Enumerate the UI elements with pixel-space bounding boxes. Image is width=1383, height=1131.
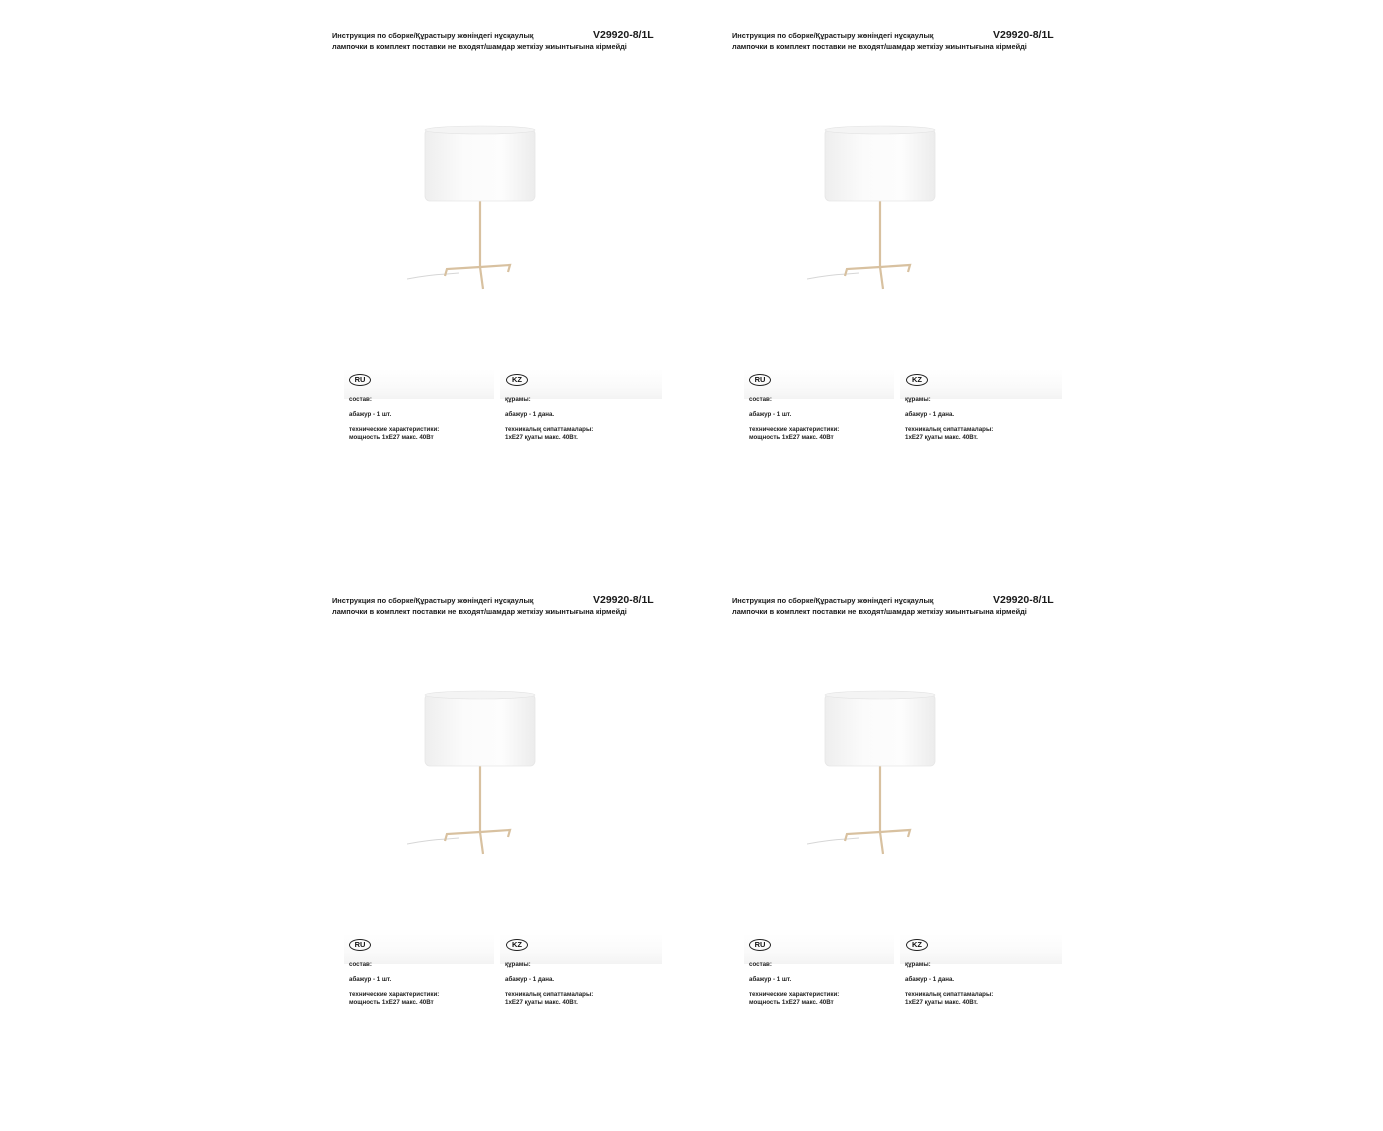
kz-language-badge: KZ: [506, 374, 528, 386]
ru-composition-label: состав:: [749, 961, 772, 968]
kz-language-badge: KZ: [506, 939, 528, 951]
ru-composition-value: абажур - 1 шт.: [749, 976, 792, 983]
ru-composition-value: абажур - 1 шт.: [349, 411, 392, 418]
model-number: V29920-8/1L: [593, 594, 654, 606]
ru-language-badge: RU: [749, 939, 771, 951]
bulb-notice: лампочки в комплект поставки не входят/шамдар жеткізу жиынтығына кірмейді: [332, 607, 627, 616]
kz-composition-value: абажур - 1 дана.: [505, 411, 555, 418]
ru-specs-value: мощность 1xE27 макс. 40Вт: [749, 433, 834, 441]
kz-composition-label: құрамы:: [505, 961, 531, 968]
lamp-product-image: [807, 111, 947, 301]
kz-specs-label: техникалық сипаттамалары:: [505, 426, 594, 433]
kz-composition-value: абажур - 1 дана.: [905, 411, 955, 418]
ru-specs-value: мощность 1xE27 макс. 40Вт: [749, 998, 834, 1006]
instruction-sheet: [732, 31, 1072, 501]
ru-composition-label: состав:: [349, 396, 372, 403]
instruction-title: Инструкция по сборке/Құрастыру жөніндегі нұсқаулық: [332, 596, 534, 605]
kz-specs-value: 1xE27 қуаты макс. 40Вт.: [505, 433, 578, 441]
ru-composition-label: состав:: [749, 396, 772, 403]
ru-specs-label: технические характеристики:: [749, 426, 840, 433]
instruction-title: Инструкция по сборке/Құрастыру жөніндегі нұсқаулық: [732, 596, 934, 605]
model-number: V29920-8/1L: [593, 29, 654, 41]
kz-composition-value: абажур - 1 дана.: [905, 976, 955, 983]
ru-specs-label: технические характеристики:: [349, 426, 440, 433]
ru-language-badge: RU: [349, 939, 371, 951]
instruction-sheet: [332, 596, 672, 1066]
ru-specs-label: технические характеристики:: [349, 991, 440, 998]
bulb-notice: лампочки в комплект поставки не входят/шамдар жеткізу жиынтығына кірмейді: [732, 42, 1027, 51]
instruction-sheet: [732, 596, 1072, 1066]
kz-specs-label: техникалық сипаттамалары:: [505, 991, 594, 998]
kz-composition-label: құрамы:: [505, 396, 531, 403]
kz-language-badge: KZ: [906, 939, 928, 951]
ru-composition-value: абажур - 1 шт.: [349, 976, 392, 983]
ru-specs-value: мощность 1xE27 макс. 40Вт: [349, 998, 434, 1006]
kz-language-badge: KZ: [906, 374, 928, 386]
instruction-title: Инструкция по сборке/Құрастыру жөніндегі нұсқаулық: [732, 31, 934, 40]
ru-language-badge: RU: [749, 374, 771, 386]
bulb-notice: лампочки в комплект поставки не входят/шамдар жеткізу жиынтығына кірмейді: [332, 42, 627, 51]
bulb-notice: лампочки в комплект поставки не входят/шамдар жеткізу жиынтығына кірмейді: [732, 607, 1027, 616]
kz-specs-value: 1xE27 қуаты макс. 40Вт.: [905, 433, 978, 441]
kz-specs-value: 1xE27 қуаты макс. 40Вт.: [905, 998, 978, 1006]
ru-composition-label: состав:: [349, 961, 372, 968]
kz-specs-label: техникалық сипаттамалары:: [905, 426, 994, 433]
model-number: V29920-8/1L: [993, 594, 1054, 606]
kz-composition-value: абажур - 1 дана.: [505, 976, 555, 983]
kz-specs-value: 1xE27 қуаты макс. 40Вт.: [505, 998, 578, 1006]
kz-composition-label: құрамы:: [905, 396, 931, 403]
ru-composition-value: абажур - 1 шт.: [749, 411, 792, 418]
kz-composition-label: құрамы:: [905, 961, 931, 968]
lamp-product-image: [807, 676, 947, 866]
instruction-sheet: [332, 31, 672, 501]
lamp-product-image: [407, 676, 547, 866]
kz-specs-label: техникалық сипаттамалары:: [905, 991, 994, 998]
model-number: V29920-8/1L: [993, 29, 1054, 41]
ru-specs-label: технические характеристики:: [749, 991, 840, 998]
instruction-title: Инструкция по сборке/Құрастыру жөніндегі нұсқаулық: [332, 31, 534, 40]
ru-specs-value: мощность 1xE27 макс. 40Вт: [349, 433, 434, 441]
lamp-product-image: [407, 111, 547, 301]
ru-language-badge: RU: [349, 374, 371, 386]
